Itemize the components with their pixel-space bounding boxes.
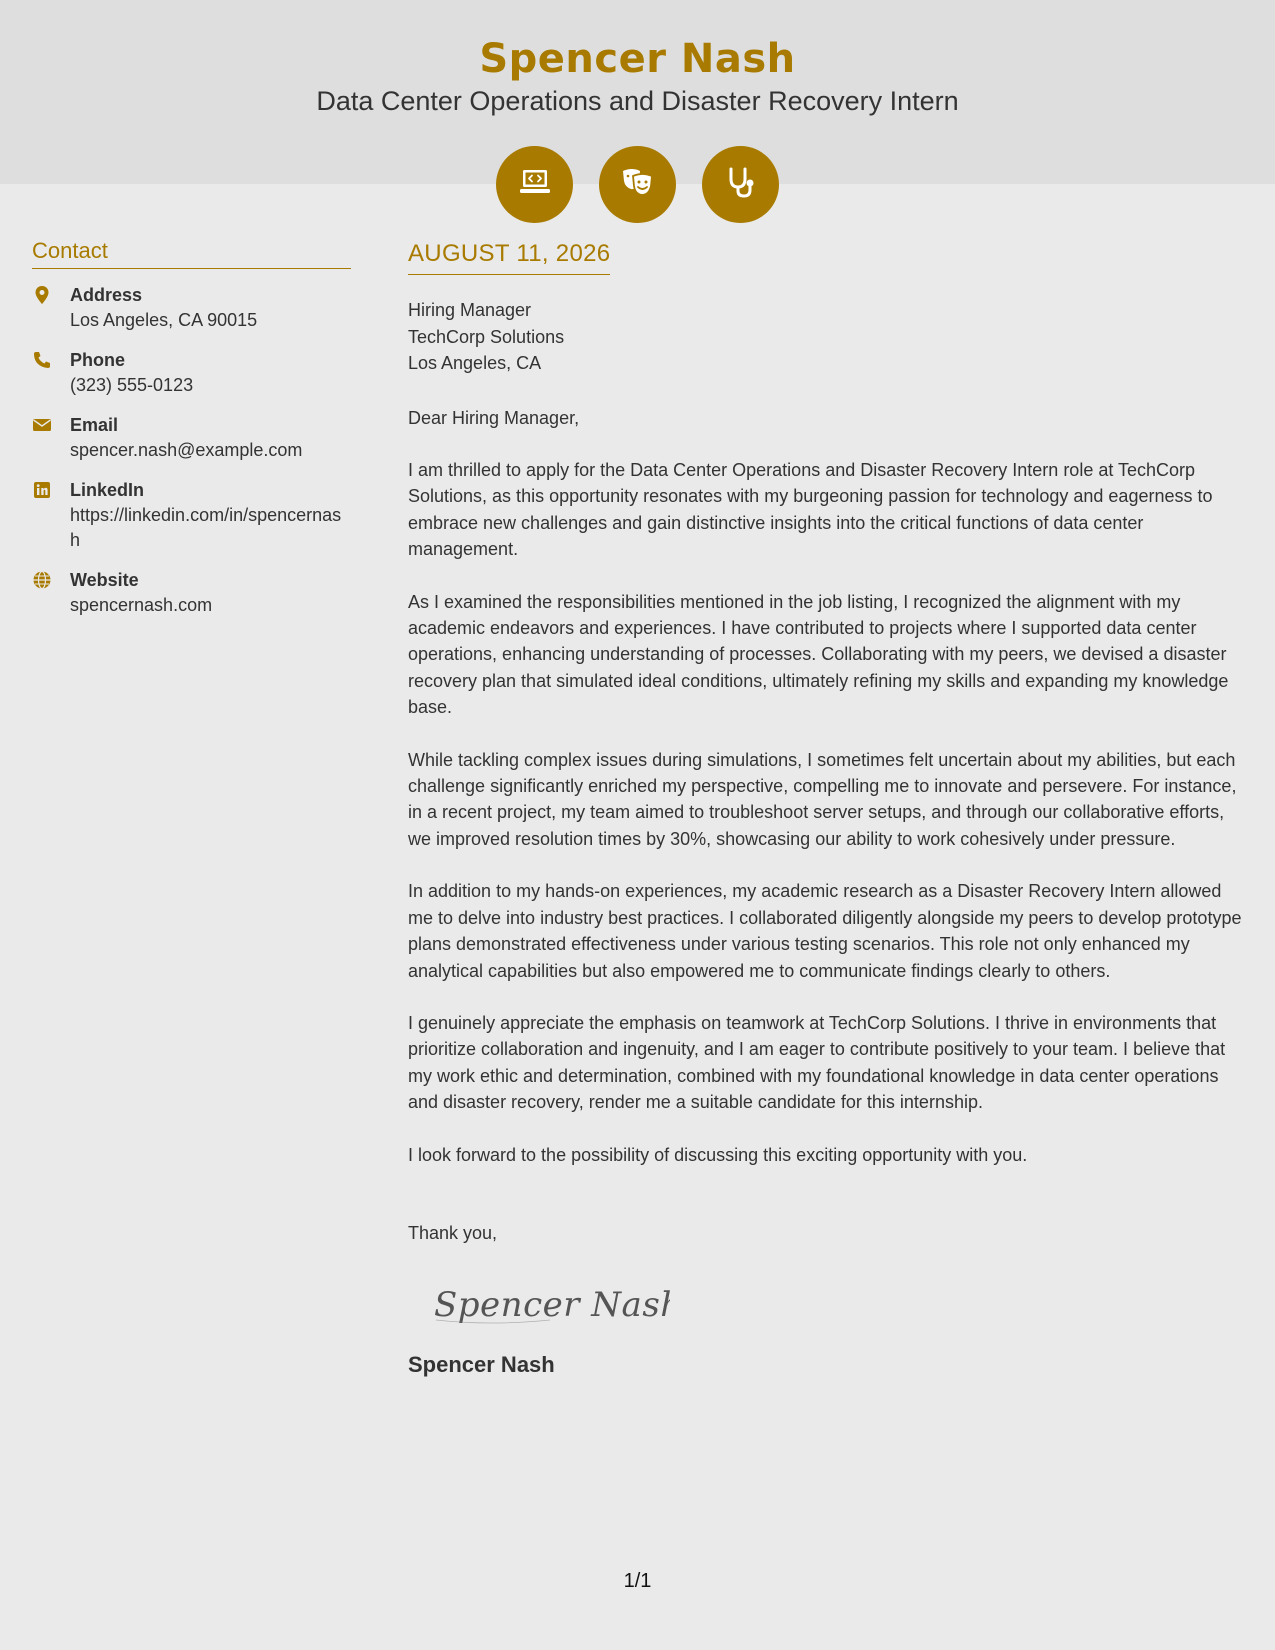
page-number: 1/1 bbox=[623, 1570, 652, 1592]
contact-value[interactable]: spencernash.com bbox=[70, 595, 213, 615]
contact-address bbox=[32, 283, 351, 333]
signer-name: Spencer Nash bbox=[408, 1352, 555, 1378]
letter-paragraph: I look forward to the possibility of discussing this exciting opportunity with you. bbox=[408, 1144, 1028, 1165]
applicant-name: Spencer Nash bbox=[479, 36, 796, 82]
envelope-icon bbox=[32, 415, 54, 437]
contact-label: Website bbox=[70, 570, 139, 590]
recipient-block bbox=[408, 297, 1248, 377]
salutation: Dear Hiring Manager, bbox=[408, 407, 580, 428]
badge-laptop bbox=[496, 146, 573, 223]
letter-paragraph: In addition to my hands-on experiences, my academic research as a Disaster Recovery Intern allowed me to delve into industry best practices. I collaborated diligently alongside my peers to develop prototype plans demonstrated effectiveness under various testing scenarios. This role not only enhanced my analytical capabilities but also empowered me to communicate findings clearly to others. bbox=[408, 881, 1242, 981]
contact-value[interactable]: https://linkedin.com/in/spencernash bbox=[70, 505, 342, 550]
recipient-line: Los Angeles, CA bbox=[408, 353, 542, 373]
contact-heading: Contact bbox=[32, 238, 351, 269]
interest-badges bbox=[0, 146, 1275, 223]
closing: Thank you, bbox=[408, 1222, 498, 1243]
letter-paragraph: I genuinely appreciate the emphasis on teamwork at TechCorp Solutions. I thrive in environments that prioritize collaboration and ingenuity, and I am eager to contribute positively to your team. I believe that my work ethic and determination, combined with my foundational knowledge in data center operations and disaster recovery, render me a suitable candidate for this internship. bbox=[408, 1012, 1226, 1113]
map-marker-icon bbox=[32, 285, 54, 307]
contact-website bbox=[32, 568, 351, 618]
recipient-line: TechCorp Solutions bbox=[408, 326, 565, 347]
letter-paragraph: As I examined the responsibilities mentioned in the job listing, I recognized the alignment with my academic endeavors and experiences. I have contributed to projects where I supported data center operations, enhancing understanding of processes. Collaborating with my peers, we devised a disaster recovery plan that simulated ideal conditions, ultimately refining my skills and expanding my knowledge base. bbox=[408, 591, 1229, 718]
contact-phone bbox=[32, 348, 351, 398]
theater-masks-icon bbox=[618, 162, 658, 207]
contact-label: Email bbox=[70, 415, 119, 435]
contact-label: Address bbox=[70, 285, 143, 305]
stethoscope-icon bbox=[721, 162, 761, 207]
contact-label: Phone bbox=[70, 350, 126, 370]
contact-linkedin bbox=[32, 478, 351, 553]
sidebar bbox=[32, 238, 351, 633]
badge-stethoscope bbox=[702, 146, 779, 223]
job-title: Data Center Operations and Disaster Recovery Intern bbox=[316, 86, 959, 116]
linkedin-icon bbox=[32, 480, 54, 502]
contact-value: Los Angeles, CA 90015 bbox=[70, 310, 258, 330]
laptop-code-icon bbox=[515, 162, 555, 207]
recipient-line: Hiring Manager bbox=[408, 300, 532, 320]
contact-value: (323) 555-0123 bbox=[70, 375, 194, 395]
letter-body bbox=[408, 240, 1248, 1378]
contact-email bbox=[32, 413, 351, 463]
contact-label: LinkedIn bbox=[70, 480, 145, 500]
phone-icon bbox=[32, 350, 54, 372]
letter-date: AUGUST 11, 2026 bbox=[408, 240, 610, 275]
badge-masks bbox=[599, 146, 676, 223]
handwritten-signature bbox=[430, 1274, 1248, 1338]
svg-text:Spencer Nash: Spencer Nash bbox=[434, 1285, 670, 1326]
globe-icon bbox=[32, 570, 54, 592]
letter-paragraph: I am thrilled to apply for the Data Center Operations and Disaster Recovery Intern role at TechCorp Solutions, as this opportunity resonates with my burgeoning passion for technology and eagerness to embrace new challenges and gain distinctive insights into the critical functions of data center management. bbox=[408, 460, 1213, 560]
contact-value[interactable]: spencer.nash@example.com bbox=[70, 440, 303, 460]
letter-paragraph: While tackling complex issues during simulations, I sometimes felt uncertain about my abilities, but each challenge significantly enriched my perspective, compelling me to innovate and persevere. For instance, in a recent project, my team aimed to troubleshoot server setups, and through our collaborative efforts, we improved resolution times by 30%, showcasing our ability to work cohesively under pressure. bbox=[408, 749, 1237, 849]
